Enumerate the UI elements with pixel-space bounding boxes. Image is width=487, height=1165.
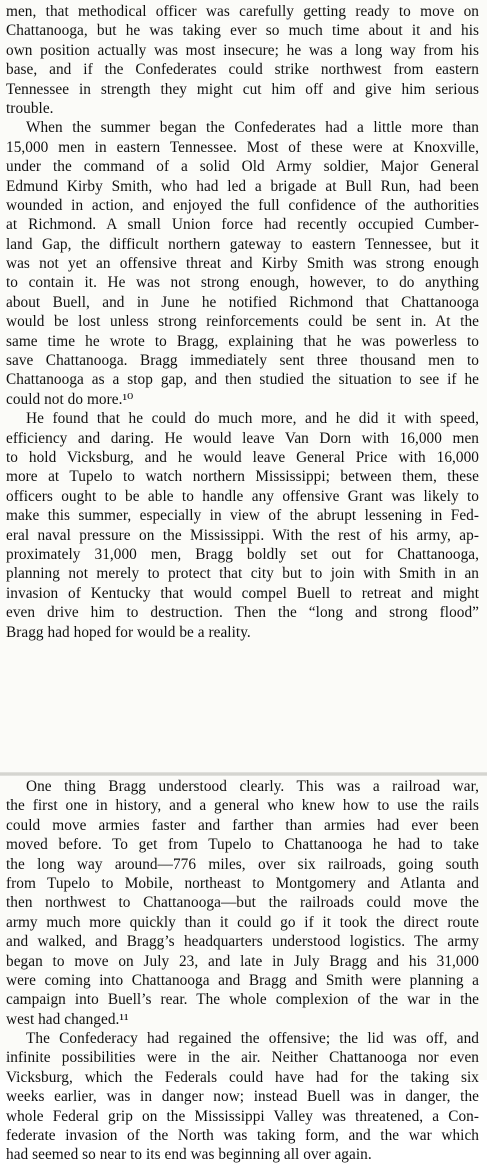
text-line: moved before. To get from Tupelo to Chattanooga he had to take [6, 836, 479, 854]
text-line: The Confederacy had regained the offensive; the lid was off, and [26, 1030, 479, 1048]
text-block-upper [6, 2, 479, 642]
text-line: He found that he could do much more, and he did it with speed, [26, 410, 479, 428]
text-line: invasion of Kentucky that would compel Buell to retreat and might [6, 584, 479, 602]
text-line: Vicksburg, which the Federals could have had for the taking six [6, 1068, 479, 1086]
text-line: to hold Vicksburg, and he would leave General Price with 16,000 [6, 448, 479, 466]
text-line: planning not merely to protect that city but to join with Smith in an [6, 565, 479, 583]
text-line: Bragg had hoped for would be a reality. [6, 623, 251, 641]
text-line: had seemed so near to its end was beginning all over again. [6, 1146, 372, 1164]
text-line: the first one in history, and a general who knew how to use the rails [6, 797, 479, 815]
text-line: land Gap, the difficult northern gateway to eastern Tennessee, but it [6, 235, 479, 253]
text-line: under the command of a solid Old Army soldier, Major General [6, 158, 479, 176]
text-line: about Buell, and in June he notified Richmond that Chattanooga [6, 293, 479, 311]
text-line: Chattanooga, but he was taking ever so much time about it and his [6, 22, 479, 40]
text-line: When the summer began the Confederates had a little more than [26, 119, 479, 137]
text-line: the long way around—776 miles, over six railroads, going south [6, 855, 479, 873]
text-line: base, and if the Confederates could strike northwest from eastern [6, 61, 479, 79]
text-line: One thing Bragg understood clearly. This was a railroad war, [26, 778, 479, 795]
text-line: weeks earlier, was in danger now; instead Buell was in danger, the [6, 1088, 479, 1106]
text-line: trouble. [6, 99, 54, 117]
text-line: own position actually was most insecure; he was a long way from his [6, 41, 479, 59]
text-line: more at Tupelo to watch northern Mississippi; between them, these [6, 468, 479, 486]
text-block-lower [6, 777, 479, 1165]
text-line: even drive him to destruction. Then the “long and strong flood” [6, 604, 479, 622]
text-line: at Richmond. A small Union force had recently occupied Cumber- [6, 216, 479, 234]
text-line: men, that methodical officer was carefully getting ready to move on [6, 3, 479, 20]
text-line: to contain it. He was not strong enough, however, to do anything [6, 274, 479, 292]
text-line: whole Federal grip on the Mississippi Valley was threatened, a Con- [6, 1107, 479, 1125]
text-line: Tennessee in strength they might cut him off and give him serious [6, 80, 479, 98]
text-line: and walked, and Bragg’s headquarters understood logistics. The army [6, 933, 479, 951]
text-line: was not yet an offensive threat and Kirby Smith was strong enough [6, 255, 479, 273]
paragraph [6, 777, 479, 1029]
text-line: efficiency and daring. He would leave Van Dorn with 16,000 men [6, 429, 479, 447]
text-line: 15,000 men in eastern Tennessee. Most of these were at Knoxville, [6, 138, 479, 156]
text-line: Edmund Kirby Smith, who had led a brigade at Bull Run, had been [6, 177, 479, 195]
paragraph [6, 1029, 479, 1165]
text-line: could move armies faster and farther than armies had ever been [6, 816, 479, 834]
text-line: campaign into Buell’s rear. The whole complexion of the war in the [6, 991, 479, 1009]
text-line: save Chattanooga. Bragg immediately sent three thousand men to [6, 352, 479, 370]
text-line: could not do more.¹⁰ [6, 390, 134, 408]
text-line: were coming into Chattanooga and Bragg and Smith were planning a [6, 971, 479, 989]
text-line: Chattanooga as a stop gap, and then studied the situation to see if he [6, 371, 479, 389]
text-line: wounded in action, and enjoyed the full confidence of the authorities [6, 196, 479, 214]
paragraph [6, 409, 479, 642]
text-line: make this summer, especially in view of the abrupt lessening in Fed- [6, 507, 479, 525]
text-line: infinite possibilities were in the air. Neither Chattanooga nor even [6, 1049, 479, 1067]
paragraph [6, 2, 479, 118]
text-line: same time he wrote to Bragg, explaining that he was powerless to [6, 332, 479, 350]
scan-seam [0, 772, 487, 776]
text-line: officers ought to be able to handle any offensive Grant was likely to [6, 487, 479, 505]
text-line: west had changed.¹¹ [6, 1010, 129, 1028]
text-line: proximately 31,000 men, Bragg boldly set out for Chattanooga, [6, 545, 479, 563]
paragraph [6, 118, 479, 409]
text-line: eral naval pressure on the Mississippi. With the rest of his army, ap- [6, 526, 479, 544]
text-line: from Tupelo to Mobile, northeast to Montgomery and Atlanta and [6, 874, 479, 892]
text-line: then northwest to Chattanooga—but the railroads could move the [6, 894, 479, 912]
text-line: federate invasion of the North was taking form, and the war which [6, 1127, 479, 1145]
text-line: began to move on July 23, and late in July Bragg and his 31,000 [6, 952, 479, 970]
text-line: would be lost unless strong reinforcements could be sent in. At the [6, 313, 479, 331]
text-line: army much more quickly than it could go if it took the direct route [6, 913, 479, 931]
